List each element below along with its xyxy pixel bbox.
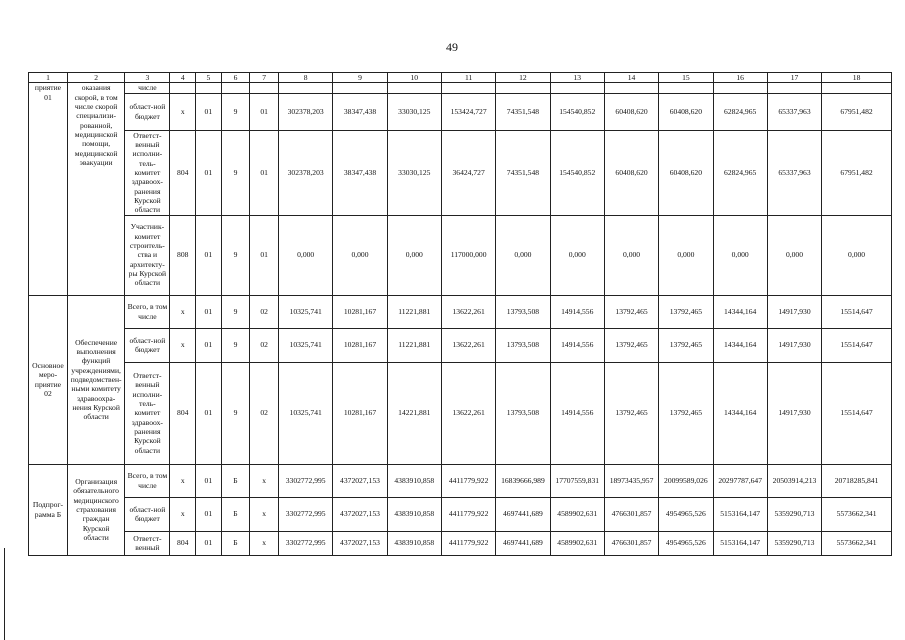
- code-cell: 9: [221, 362, 250, 464]
- amount-cell: 20503914,213: [767, 464, 821, 497]
- amount-cell: 15514,647: [822, 328, 892, 362]
- code-cell: х: [250, 464, 279, 497]
- column-number-17: 17: [767, 73, 821, 83]
- amount-cell: 0,000: [387, 215, 441, 295]
- amount-cell: 15514,647: [822, 362, 892, 464]
- amount-cell: 60408,620: [604, 130, 658, 215]
- column-number-7: 7: [250, 73, 279, 83]
- column-number-11: 11: [441, 73, 495, 83]
- code-cell: 804: [170, 531, 196, 555]
- amount-cell: 4589902,631: [550, 497, 604, 531]
- amount-cell: 65337,963: [767, 93, 821, 130]
- amount-cell: 67951,482: [822, 130, 892, 215]
- amount-cell: 13792,465: [604, 362, 658, 464]
- amount-cell: [604, 83, 658, 93]
- column-number-16: 16: [713, 73, 767, 83]
- amount-cell: [550, 83, 604, 93]
- funding-source-cell: Ответст-венный исполни-тель-комитет здравоох-ранения Курской области: [125, 130, 170, 215]
- table-row: [29, 93, 892, 130]
- code-cell: 9: [221, 130, 250, 215]
- amount-cell: 14914,556: [550, 295, 604, 328]
- column-number-10: 10: [387, 73, 441, 83]
- amount-cell: 14917,930: [767, 295, 821, 328]
- amount-cell: [767, 83, 821, 93]
- amount-cell: 4383910,858: [387, 497, 441, 531]
- amount-cell: 13792,465: [604, 295, 658, 328]
- amount-cell: 4383910,858: [387, 531, 441, 555]
- column-number-15: 15: [659, 73, 713, 83]
- amount-cell: 4372027,153: [333, 464, 387, 497]
- amount-cell: 10281,167: [333, 362, 387, 464]
- code-cell: 01: [196, 328, 222, 362]
- amount-cell: 17707559,831: [550, 464, 604, 497]
- amount-cell: 3302772,995: [279, 531, 333, 555]
- code-cell: 01: [250, 93, 279, 130]
- amount-cell: 20718285,841: [822, 464, 892, 497]
- amount-cell: 13792,465: [604, 328, 658, 362]
- code-cell: Б: [221, 497, 250, 531]
- page-number: 49: [446, 40, 458, 54]
- amount-cell: [713, 83, 767, 93]
- amount-cell: 13622,261: [441, 295, 495, 328]
- amount-cell: 62824,965: [713, 130, 767, 215]
- amount-cell: 302378,203: [279, 130, 333, 215]
- code-cell: 804: [170, 130, 196, 215]
- amount-cell: 117000,000: [441, 215, 495, 295]
- amount-cell: 13792,465: [659, 295, 713, 328]
- column-number-3: 3: [125, 73, 170, 83]
- code-cell: 01: [196, 464, 222, 497]
- amount-cell: 4411779,922: [441, 531, 495, 555]
- table-row: [29, 464, 892, 497]
- amount-cell: [387, 83, 441, 93]
- amount-cell: 5153164,147: [713, 497, 767, 531]
- amount-cell: 10325,741: [279, 328, 333, 362]
- program-element-cell: приятие 01: [29, 83, 68, 295]
- code-cell: 02: [250, 328, 279, 362]
- amount-cell: 62824,965: [713, 93, 767, 130]
- amount-cell: 3302772,995: [279, 497, 333, 531]
- code-cell: х: [170, 295, 196, 328]
- amount-cell: 65337,963: [767, 130, 821, 215]
- code-cell: 01: [196, 531, 222, 555]
- code-cell: 01: [196, 295, 222, 328]
- amount-cell: 14917,930: [767, 328, 821, 362]
- element-name-cell: Обеспечение выполнения функций учреждениями, подведомствен-ными комитету здравоохра-нения Курской области: [67, 295, 124, 464]
- amount-cell: 4372027,153: [333, 497, 387, 531]
- amount-cell: 13792,465: [659, 328, 713, 362]
- amount-cell: 154540,852: [550, 130, 604, 215]
- program-element-cell: Основное меро-приятие 02: [29, 295, 68, 464]
- amount-cell: 14914,556: [550, 328, 604, 362]
- code-cell: 01: [196, 362, 222, 464]
- code-cell: х: [250, 497, 279, 531]
- column-number-12: 12: [496, 73, 550, 83]
- amount-cell: 153424,727: [441, 93, 495, 130]
- code-cell: 9: [221, 295, 250, 328]
- amount-cell: 13793,508: [496, 328, 550, 362]
- code-cell: [250, 83, 279, 93]
- amount-cell: 0,000: [333, 215, 387, 295]
- amount-cell: 14344,164: [713, 295, 767, 328]
- funding-source-cell: област-ной бюджет: [125, 497, 170, 531]
- amount-cell: 4697441,689: [496, 497, 550, 531]
- code-cell: [196, 83, 222, 93]
- funding-source-cell: Участник-комитет строитель-ства и архитекту-ры Курской области: [125, 215, 170, 295]
- amount-cell: 0,000: [496, 215, 550, 295]
- column-number-18: 18: [822, 73, 892, 83]
- amount-cell: 0,000: [279, 215, 333, 295]
- code-cell: 02: [250, 362, 279, 464]
- table-header-row: [29, 73, 892, 83]
- amount-cell: 36424,727: [441, 130, 495, 215]
- table-row: [29, 328, 892, 362]
- amount-cell: 16839666,989: [496, 464, 550, 497]
- column-number-6: 6: [221, 73, 250, 83]
- amount-cell: 302378,203: [279, 93, 333, 130]
- amount-cell: 60408,620: [604, 93, 658, 130]
- amount-cell: 5573662,341: [822, 497, 892, 531]
- element-name-cell: оказания скорой, в том числе скорой специализи-рованной, медицинской помощи, медицинской эвакуации: [67, 83, 124, 295]
- code-cell: 01: [196, 93, 222, 130]
- table-row: [29, 531, 892, 555]
- amount-cell: 5359290,713: [767, 531, 821, 555]
- column-number-13: 13: [550, 73, 604, 83]
- amount-cell: 5573662,341: [822, 531, 892, 555]
- amount-cell: [822, 83, 892, 93]
- amount-cell: [441, 83, 495, 93]
- amount-cell: 38347,438: [333, 93, 387, 130]
- element-name-cell: Организация обязательного медицинского страхования граждан Курской области: [67, 464, 124, 555]
- code-cell: х: [170, 328, 196, 362]
- amount-cell: 20297787,647: [713, 464, 767, 497]
- table-row: [29, 83, 892, 93]
- code-cell: 808: [170, 215, 196, 295]
- column-number-5: 5: [196, 73, 222, 83]
- funding-source-cell: Ответст-венный: [125, 531, 170, 555]
- amount-cell: 38347,438: [333, 130, 387, 215]
- amount-cell: 5359290,713: [767, 497, 821, 531]
- amount-cell: 13792,465: [659, 362, 713, 464]
- amount-cell: 4411779,922: [441, 497, 495, 531]
- amount-cell: 0,000: [604, 215, 658, 295]
- table-row: [29, 215, 892, 295]
- amount-cell: 4697441,689: [496, 531, 550, 555]
- amount-cell: 14917,930: [767, 362, 821, 464]
- amount-cell: 10281,167: [333, 295, 387, 328]
- amount-cell: 14344,164: [713, 362, 767, 464]
- amount-cell: 13793,508: [496, 295, 550, 328]
- amount-cell: 13622,261: [441, 328, 495, 362]
- amount-cell: 14221,881: [387, 362, 441, 464]
- code-cell: Б: [221, 464, 250, 497]
- column-number-4: 4: [170, 73, 196, 83]
- amount-cell: 10325,741: [279, 295, 333, 328]
- margin-rule: [4, 548, 5, 640]
- amount-cell: 4954965,526: [659, 497, 713, 531]
- amount-cell: 74351,548: [496, 130, 550, 215]
- amount-cell: [279, 83, 333, 93]
- column-number-9: 9: [333, 73, 387, 83]
- amount-cell: 4411779,922: [441, 464, 495, 497]
- amount-cell: 3302772,995: [279, 464, 333, 497]
- funding-source-cell: Всего, в том числе: [125, 464, 170, 497]
- column-number-2: 2: [67, 73, 124, 83]
- code-cell: [221, 83, 250, 93]
- amount-cell: 14344,164: [713, 328, 767, 362]
- amount-cell: 0,000: [659, 215, 713, 295]
- amount-cell: 0,000: [822, 215, 892, 295]
- amount-cell: 0,000: [713, 215, 767, 295]
- code-cell: Б: [221, 531, 250, 555]
- code-cell: 01: [250, 130, 279, 215]
- code-cell: х: [170, 497, 196, 531]
- code-cell: 9: [221, 215, 250, 295]
- table-row: [29, 497, 892, 531]
- code-cell: 02: [250, 295, 279, 328]
- table-row: [29, 362, 892, 464]
- funding-source-cell: Всего, в том числе: [125, 295, 170, 328]
- code-cell: 01: [196, 215, 222, 295]
- amount-cell: 10325,741: [279, 362, 333, 464]
- amount-cell: 0,000: [550, 215, 604, 295]
- funding-source-cell: област-ной бюджет: [125, 93, 170, 130]
- amount-cell: 4383910,858: [387, 464, 441, 497]
- amount-cell: 20099589,026: [659, 464, 713, 497]
- table-row: [29, 130, 892, 215]
- amount-cell: 4372027,153: [333, 531, 387, 555]
- amount-cell: 60408,620: [659, 93, 713, 130]
- amount-cell: 154540,852: [550, 93, 604, 130]
- amount-cell: 10281,167: [333, 328, 387, 362]
- amount-cell: 4766301,857: [604, 531, 658, 555]
- code-cell: 9: [221, 328, 250, 362]
- column-number-1: 1: [29, 73, 68, 83]
- amount-cell: 4766301,857: [604, 497, 658, 531]
- amount-cell: 18973435,957: [604, 464, 658, 497]
- program-element-cell: Подпрог-рамма Б: [29, 464, 68, 555]
- funding-source-cell: числе: [125, 83, 170, 93]
- column-number-8: 8: [279, 73, 333, 83]
- budget-table: [28, 72, 892, 556]
- amount-cell: 13622,261: [441, 362, 495, 464]
- amount-cell: 33030,125: [387, 93, 441, 130]
- amount-cell: 67951,482: [822, 93, 892, 130]
- amount-cell: 11221,881: [387, 295, 441, 328]
- amount-cell: 0,000: [767, 215, 821, 295]
- code-cell: х: [170, 93, 196, 130]
- amount-cell: 14914,556: [550, 362, 604, 464]
- column-number-14: 14: [604, 73, 658, 83]
- code-cell: 804: [170, 362, 196, 464]
- amount-cell: [659, 83, 713, 93]
- code-cell: 01: [196, 130, 222, 215]
- amount-cell: 33030,125: [387, 130, 441, 215]
- funding-source-cell: Ответст-венный исполни-тель-комитет здравоох-ранения Курской области: [125, 362, 170, 464]
- code-cell: х: [250, 531, 279, 555]
- code-cell: [170, 83, 196, 93]
- amount-cell: 11221,881: [387, 328, 441, 362]
- code-cell: 01: [196, 497, 222, 531]
- amount-cell: 60408,620: [659, 130, 713, 215]
- code-cell: х: [170, 464, 196, 497]
- code-cell: 9: [221, 93, 250, 130]
- amount-cell: 13793,508: [496, 362, 550, 464]
- amount-cell: [333, 83, 387, 93]
- amount-cell: 4954965,526: [659, 531, 713, 555]
- amount-cell: 4589902,631: [550, 531, 604, 555]
- amount-cell: 74351,548: [496, 93, 550, 130]
- code-cell: 01: [250, 215, 279, 295]
- amount-cell: 15514,647: [822, 295, 892, 328]
- funding-source-cell: област-ной бюджет: [125, 328, 170, 362]
- amount-cell: 5153164,147: [713, 531, 767, 555]
- table-row: [29, 295, 892, 328]
- amount-cell: [496, 83, 550, 93]
